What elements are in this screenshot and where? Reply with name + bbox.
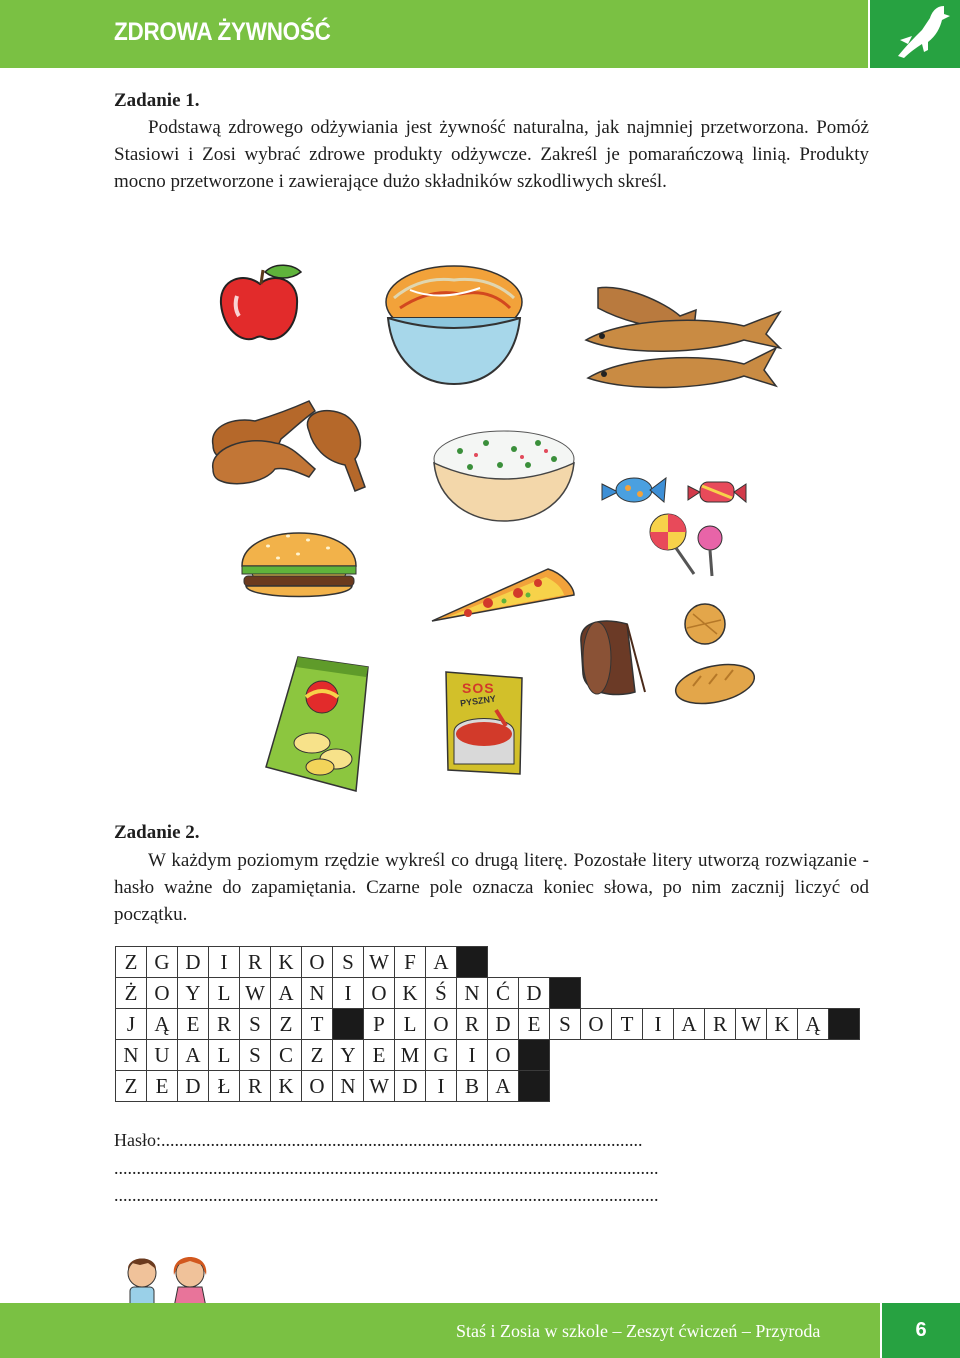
grid-letter-cell[interactable]: I (642, 1008, 674, 1040)
grid-letter-cell[interactable]: W (735, 1008, 767, 1040)
grid-letter-cell[interactable]: W (239, 977, 271, 1009)
grid-letter-cell[interactable]: Ć (487, 977, 519, 1009)
grid-letter-cell[interactable]: S (239, 1008, 271, 1040)
task2-text: W każdym poziomym rzędzie wykreśl co drugą literę. Pozostałe litery utworzą rozwiązanie - hasło ważne do zapamiętania. Czarne pole oznacza koniec słowa, po nim zacznij liczyć od początku. (114, 850, 869, 925)
grid-letter-cell[interactable]: A (425, 946, 457, 978)
grid-letter-cell[interactable]: Z (270, 1008, 302, 1040)
page-title: ZDROWA ŻYWNOŚĆ (114, 18, 331, 46)
answer-blank-1[interactable]: ........................................................................................................... (161, 1130, 643, 1150)
grid-row (115, 1008, 859, 1040)
grid-letter-cell[interactable]: Y (332, 1039, 364, 1071)
logo-box (868, 0, 960, 68)
haslo-line-1 (114, 1129, 643, 1151)
grid-letter-cell[interactable]: R (239, 1070, 271, 1102)
grid-letter-cell[interactable]: R (208, 1008, 240, 1040)
hamburger-icon (238, 512, 360, 604)
grid-letter-cell[interactable]: I (425, 1070, 457, 1102)
grid-letter-cell[interactable]: Ą (797, 1008, 829, 1040)
grid-letter-cell[interactable]: G (146, 946, 178, 978)
grid-letter-cell[interactable]: K (270, 1070, 302, 1102)
grid-row (115, 1039, 549, 1071)
grid-letter-cell[interactable]: I (208, 946, 240, 978)
grid-letter-cell[interactable]: Ż (115, 977, 147, 1009)
page-number: 6 (880, 1303, 960, 1358)
grid-letter-cell[interactable]: N (115, 1039, 147, 1071)
grid-black-cell (332, 1008, 364, 1040)
footer-title: Staś i Zosia w szkole – Zeszyt ćwiczeń – Przyroda (456, 1321, 821, 1341)
grid-letter-cell[interactable]: L (208, 977, 240, 1009)
grid-black-cell (828, 1008, 860, 1040)
task1-instructions (114, 114, 869, 195)
answer-blank-3[interactable]: ......................................................................................................................... (114, 1185, 659, 1205)
grid-letter-cell[interactable]: G (425, 1039, 457, 1071)
grid-letter-cell[interactable]: N (301, 977, 333, 1009)
task1-text: Podstawą zdrowego odżywiania jest żywność naturalna, jak najmniej przetworzona. Pomóż Stasiowi i Zosi wybrać zdrowe produkty odżywcze. Zakreśl je pomarańczową linią. Produkty mocno przetworzone i zawierające dużo składników szkodliwych skreśl. (114, 117, 869, 192)
grid-letter-cell[interactable]: Ł (208, 1070, 240, 1102)
grid-letter-cell[interactable]: O (425, 1008, 457, 1040)
grid-letter-cell[interactable]: O (146, 977, 178, 1009)
grid-letter-cell[interactable]: R (239, 946, 271, 978)
grid-row (115, 977, 580, 1009)
grid-black-cell (518, 1039, 550, 1071)
sauce-label-2: PYSZNY (459, 693, 497, 709)
rice-bowl-icon (430, 425, 578, 523)
task2-instructions (114, 847, 869, 928)
grid-black-cell (456, 946, 488, 978)
grid-letter-cell[interactable]: L (208, 1039, 240, 1071)
grid-letter-cell[interactable]: W (363, 946, 395, 978)
grid-letter-cell[interactable]: A (177, 1039, 209, 1071)
answer-blank-2[interactable]: ......................................................................................................................... (114, 1158, 659, 1178)
grid-letter-cell[interactable]: O (487, 1039, 519, 1071)
grid-letter-cell[interactable]: Z (115, 1070, 147, 1102)
footer-bar (0, 1303, 960, 1358)
grid-letter-cell[interactable]: E (363, 1039, 395, 1071)
grid-letter-cell[interactable]: F (394, 946, 426, 978)
grid-letter-cell[interactable]: N (456, 977, 488, 1009)
grid-letter-cell[interactable]: S (239, 1039, 271, 1071)
task2-title: Zadanie 2. (114, 822, 200, 843)
grid-letter-cell[interactable]: B (456, 1070, 488, 1102)
salad-bowl-icon (380, 262, 528, 387)
grid-letter-cell[interactable]: S (549, 1008, 581, 1040)
haslo-label: Hasło: (114, 1130, 161, 1150)
grid-letter-cell[interactable]: E (177, 1008, 209, 1040)
grid-letter-cell[interactable]: R (456, 1008, 488, 1040)
chicken-legs-icon (205, 395, 375, 500)
grid-letter-cell[interactable]: K (766, 1008, 798, 1040)
grid-letter-cell[interactable]: I (332, 977, 364, 1009)
bread-icon (575, 602, 755, 710)
grid-letter-cell[interactable]: T (301, 1008, 333, 1040)
grid-letter-cell[interactable]: Y (177, 977, 209, 1009)
grid-letter-cell[interactable]: A (487, 1070, 519, 1102)
grid-letter-cell[interactable]: U (146, 1039, 178, 1071)
candies-icon (598, 462, 748, 580)
pizza-slice-icon (428, 565, 578, 627)
apple-icon (215, 262, 305, 344)
grid-letter-cell[interactable]: T (611, 1008, 643, 1040)
smoked-fish-icon (584, 282, 789, 397)
grid-letter-cell[interactable]: K (394, 977, 426, 1009)
grid-letter-cell[interactable]: Ą (146, 1008, 178, 1040)
grid-letter-cell[interactable]: W (363, 1070, 395, 1102)
grid-letter-cell[interactable]: P (363, 1008, 395, 1040)
task1-title: Zadanie 1. (114, 90, 200, 111)
grid-letter-cell[interactable]: O (301, 1070, 333, 1102)
grid-letter-cell[interactable]: A (270, 977, 302, 1009)
grid-letter-cell[interactable]: C (270, 1039, 302, 1071)
grid-letter-cell[interactable]: R (704, 1008, 736, 1040)
bird-logo-icon (870, 0, 960, 68)
grid-row (115, 1070, 549, 1102)
grid-letter-cell[interactable]: Ś (425, 977, 457, 1009)
grid-row (115, 946, 487, 978)
grid-letter-cell[interactable]: A (673, 1008, 705, 1040)
grid-letter-cell[interactable]: O (580, 1008, 612, 1040)
grid-letter-cell[interactable]: O (363, 977, 395, 1009)
grid-letter-cell[interactable]: L (394, 1008, 426, 1040)
grid-letter-cell[interactable]: D (394, 1070, 426, 1102)
grid-letter-cell[interactable]: D (177, 1070, 209, 1102)
grid-letter-cell[interactable]: N (332, 1070, 364, 1102)
grid-black-cell (518, 1070, 550, 1102)
grid-letter-cell[interactable]: O (301, 946, 333, 978)
header-bar (0, 0, 960, 68)
grid-letter-cell[interactable]: S (332, 946, 364, 978)
grid-letter-cell[interactable]: D (487, 1008, 519, 1040)
grid-letter-cell[interactable]: D (518, 977, 550, 1009)
grid-letter-cell[interactable]: Z (301, 1039, 333, 1071)
grid-letter-cell[interactable]: I (456, 1039, 488, 1071)
grid-letter-cell[interactable]: K (270, 946, 302, 978)
grid-letter-cell[interactable]: J (115, 1008, 147, 1040)
chips-bag-icon (262, 655, 370, 795)
grid-letter-cell[interactable]: Z (115, 946, 147, 978)
grid-letter-cell[interactable]: E (146, 1070, 178, 1102)
sauce-label-1: SOS (462, 680, 495, 696)
grid-letter-cell[interactable]: M (394, 1039, 426, 1071)
grid-black-cell (549, 977, 581, 1009)
grid-letter-cell[interactable]: E (518, 1008, 550, 1040)
sauce-packet (442, 670, 526, 776)
grid-letter-cell[interactable]: D (177, 946, 209, 978)
